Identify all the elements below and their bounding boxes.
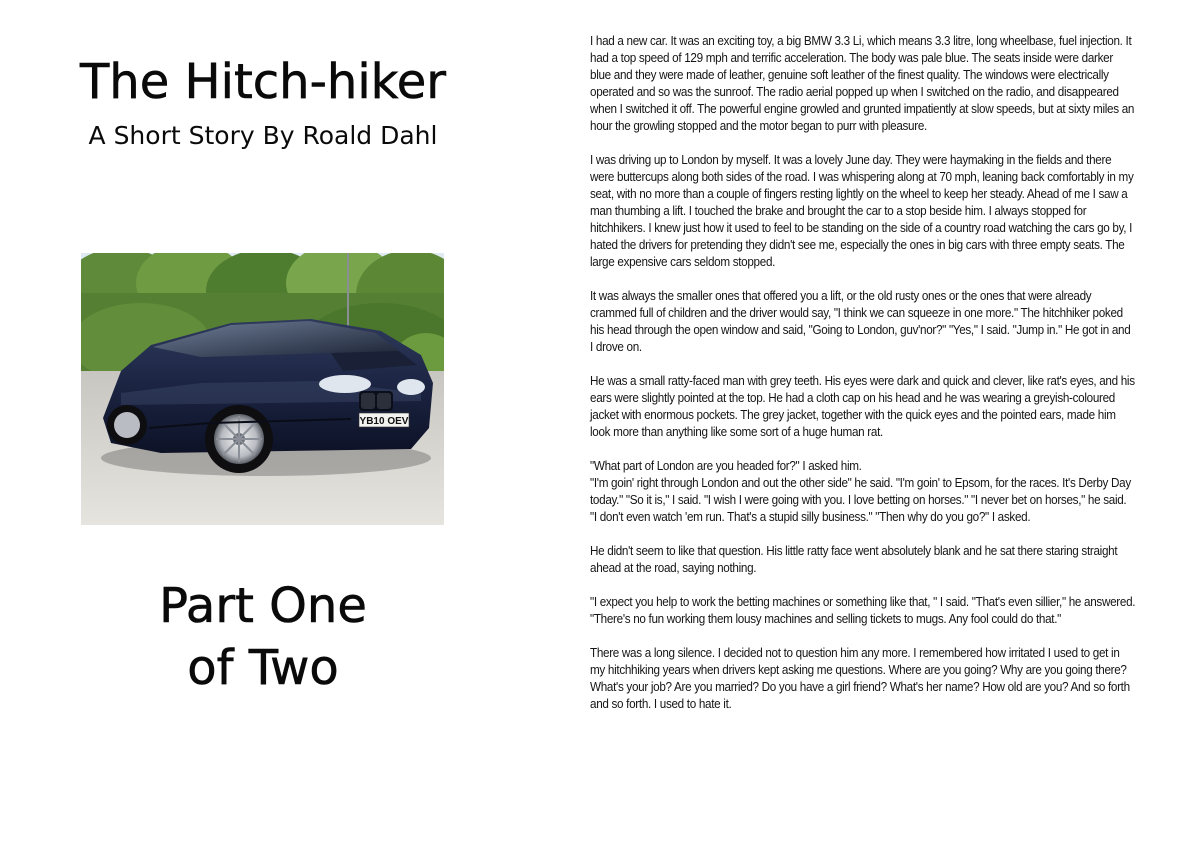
paragraph-8: "I expect you help to work the betting machines or something like that, " I said. "That's even sillier," he answered. "There's no fun working them lousy machines and selling tickets to mugs. Any fool could do that." (590, 594, 1136, 626)
paragraph-3: It was always the smaller ones that offered you a lift, or the old rusty ones or the ones that were already crammed full of children and the driver would say, "I think we can squeeze in one more." The hitchhiker poked his head through the open window and said, "Going to London, guv'nor?" "Yes," I said. "Jump in." He got in and I drove on. (590, 288, 1131, 354)
story-subtitle: A Short Story By Roald Dahl (88, 121, 438, 150)
left-page (0, 0, 530, 849)
paragraph-2: I was driving up to London by myself. It was a lovely June day. They were haymaking in the fields and there were buttercups along both sides of the road. I was whispering along at 70 mph, leaning back comfortably in my seat, with no more than a couple of fingers resting lightly on the wheel to keep her steady. Ahead of me I saw a man thumbing a lift. I touched the brake and brought the car to a stop beside him. I always stopped for hitchhikers. I knew just how it used to feel to be standing on the side of a country road watching the cars go by, I hated the drivers for pretending they didn't see me, especially the ones in big cars with three empty seats. The large expensive cars seldom stopped. (590, 152, 1134, 269)
license-plate-text: YB10 OEV (359, 416, 409, 427)
paragraph-9: There was a long silence. I decided not to question him any more. I remembered how irritated I used to get in my hitchhiking years when drivers kept asking me questions. Where are you going? Why are you going there? What's your job? Are you married? Do you have a girl friend? What's her name? How old are you? And so forth and so forth. I used to hate it. (590, 645, 1130, 711)
paragraph-1: I had a new car. It was an exciting toy, a big BMW 3.3 Li, which means 3.3 litre, long wheelbase, fuel injection. It had a top speed of 129 mph and terrific acceleration. The body was pale blue. The seats inside were darker blue and they were made of leather, genuine soft leather of the finest quality. The windows were electrically operated and so was the sunroof. The radio aerial popped up when I switched on the radio, and disappeared when I switched it off. The powerful engine growled and grunted impatiently at slow speeds, but at sixty miles an hour the growling stopped and the motor began to purr with pleasure. (590, 33, 1135, 133)
paragraph-6: "I'm goin' right through London and out the other side" he said. "I'm goin' to Epsom, for the races. It's Derby Day today." "So it is," I said. "I wish I were going with you. I love betting on horses." "I never bet on horses," he said. "I don't even watch 'em run. That's a stupid silly business." "Then why do you go?" I asked. (590, 475, 1131, 524)
paragraph-7: He didn't seem to like that question. His little ratty face went absolutely blank and he sat there staring straight ahead at the road, saying nothing. (590, 543, 1118, 575)
story-title: The Hitch-hiker (79, 54, 447, 110)
part-heading-line2: of Two (187, 640, 339, 696)
story-text-column (590, 32, 1136, 729)
part-heading-line1: Part One (159, 578, 367, 634)
paragraph-4: He was a small ratty-faced man with grey teeth. His eyes were dark and quick and clever, like rat's eyes, and his ears were slightly pointed at the top. He had a cloth cap on his head and he was wearing a greyish-coloured jacket with enormous pockets. The grey jacket, together with the quick eyes and the pointed ears, made him look more than anything like some sort of a huge human rat. (590, 373, 1135, 439)
paragraph-5: "What part of London are you headed for?" I asked him. (590, 458, 862, 473)
car-photo-illustration (81, 253, 444, 525)
car-photo (81, 253, 444, 525)
part-heading (0, 575, 526, 699)
